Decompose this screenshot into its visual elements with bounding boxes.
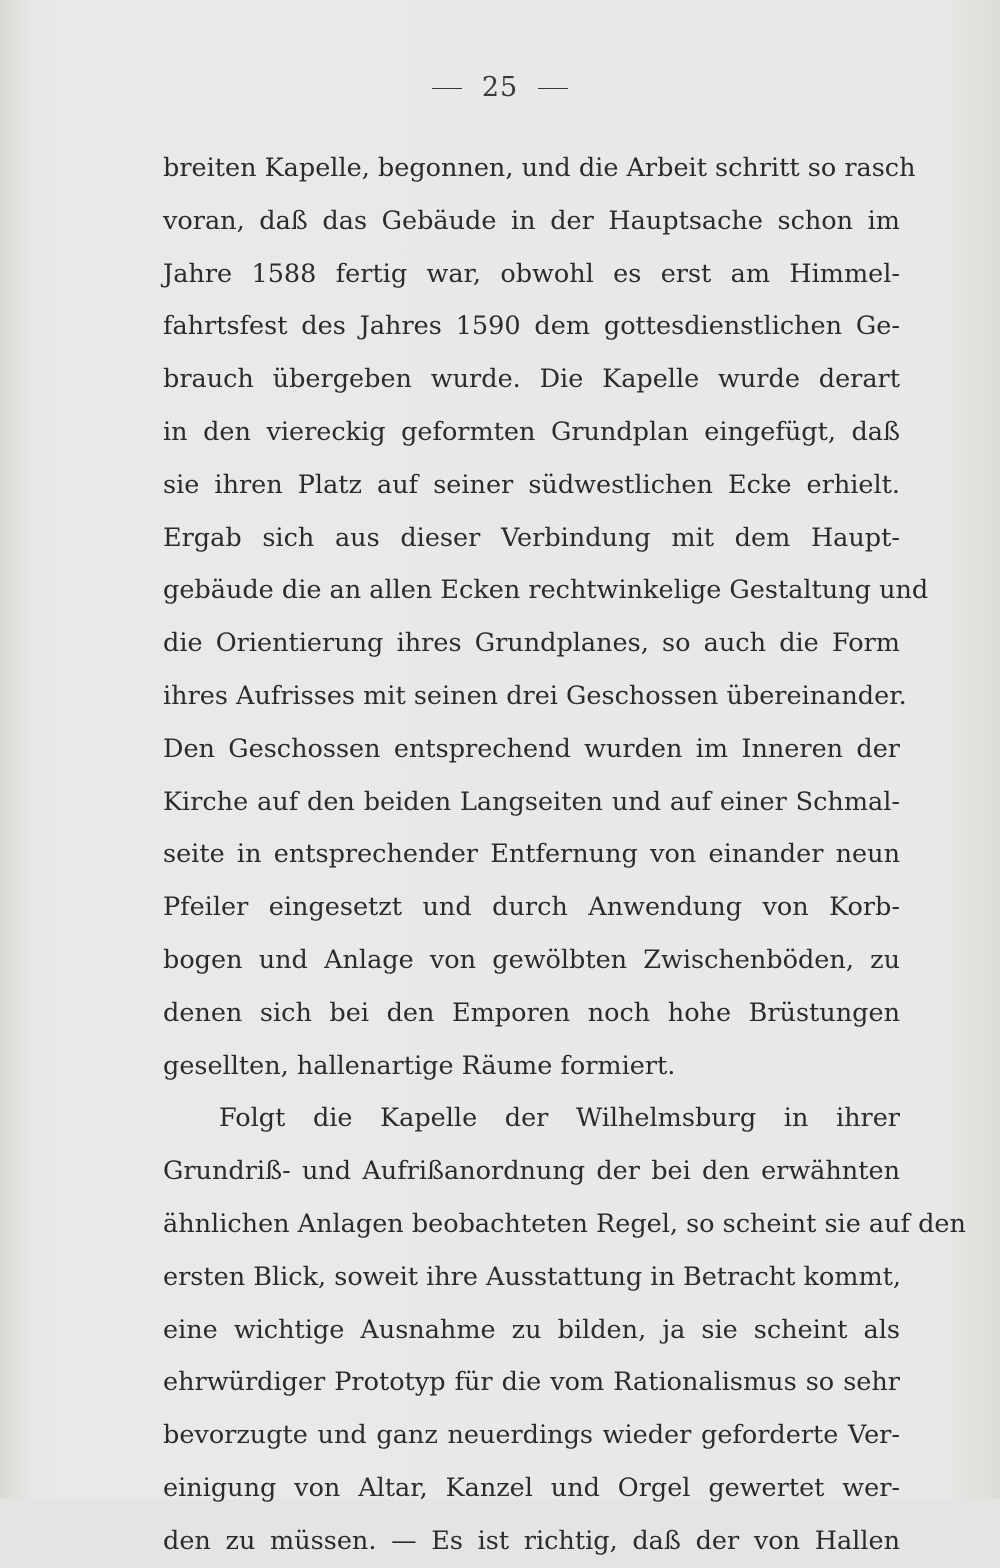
page-number <box>0 72 1000 103</box>
text-line: sie ihren Platz auf seiner südwestlichen Ecke erhielt. <box>163 469 900 500</box>
text-line: bogen und Anlage von gewölbten Zwischenböden, zu <box>163 944 900 975</box>
text-line: ehrwürdiger Prototyp für die vom Rationalismus so sehr <box>163 1367 900 1398</box>
body-text <box>163 142 966 1568</box>
text-line: Folgt die Kapelle der Wilhelmsburg in ihrer <box>219 1103 900 1134</box>
right-dash <box>538 88 568 89</box>
text-line: voran, daß das Gebäude in der Hauptsache schon im <box>163 205 900 236</box>
text-line: Den Geschossen entsprechend wurden im Inneren der <box>163 733 900 764</box>
text-line: Grundriß- und Aufrißanordnung der bei den erwähnten <box>163 1156 900 1187</box>
text-line: breiten Kapelle, begonnen, und die Arbeit schritt so rasch <box>163 153 916 183</box>
text-line: Kirche auf den beiden Langseiten und auf einer Schmal- <box>163 786 900 817</box>
text-line: fahrtsfest des Jahres 1590 dem gottesdienstlichen Ge- <box>163 311 900 342</box>
text-line: eine wichtige Ausnahme zu bilden, ja sie scheint als <box>163 1314 900 1345</box>
text-line: Jahre 1588 fertig war, obwohl es erst am Himmel- <box>163 258 900 289</box>
text-line: den zu müssen. — Es ist richtig, daß der von Hallen <box>163 1525 900 1556</box>
text-line: gebäude die an allen Ecken rechtwinkelige Gestaltung und <box>163 575 929 606</box>
text-line: Ergab sich aus dieser Verbindung mit dem Haupt- <box>163 522 900 553</box>
text-line: ähnlichen Anlagen beobachteten Regel, so scheint sie auf den <box>163 1208 966 1239</box>
text-line: gesellten, hallenartige Räume formiert. <box>163 1050 676 1081</box>
text-line: denen sich bei den Emporen noch hohe Brüstungen <box>163 997 900 1028</box>
text-line: in den viereckig geformten Grundplan eingefügt, daß <box>163 416 900 447</box>
text-line: die Orientierung ihres Grundplanes, so auch die Form <box>163 628 900 659</box>
text-line: einigung von Altar, Kanzel und Orgel gewertet wer- <box>163 1472 900 1503</box>
text-line: brauch übergeben wurde. Die Kapelle wurde derart <box>163 364 900 395</box>
text-line: ihres Aufrisses mit seinen drei Geschossen übereinander. <box>163 680 907 711</box>
text-line: seite in entsprechender Entfernung von einander neun <box>163 839 900 870</box>
text-line: ersten Blick, soweit ihre Ausstattung in Betracht kommt, <box>163 1261 902 1292</box>
left-dash <box>432 88 462 89</box>
text-line: Pfeiler eingesetzt und durch Anwendung von Korb- <box>163 892 900 923</box>
text-line: bevorzugte und ganz neuerdings wieder geforderte Ver- <box>163 1420 900 1451</box>
page-number-value: 25 <box>481 72 519 103</box>
